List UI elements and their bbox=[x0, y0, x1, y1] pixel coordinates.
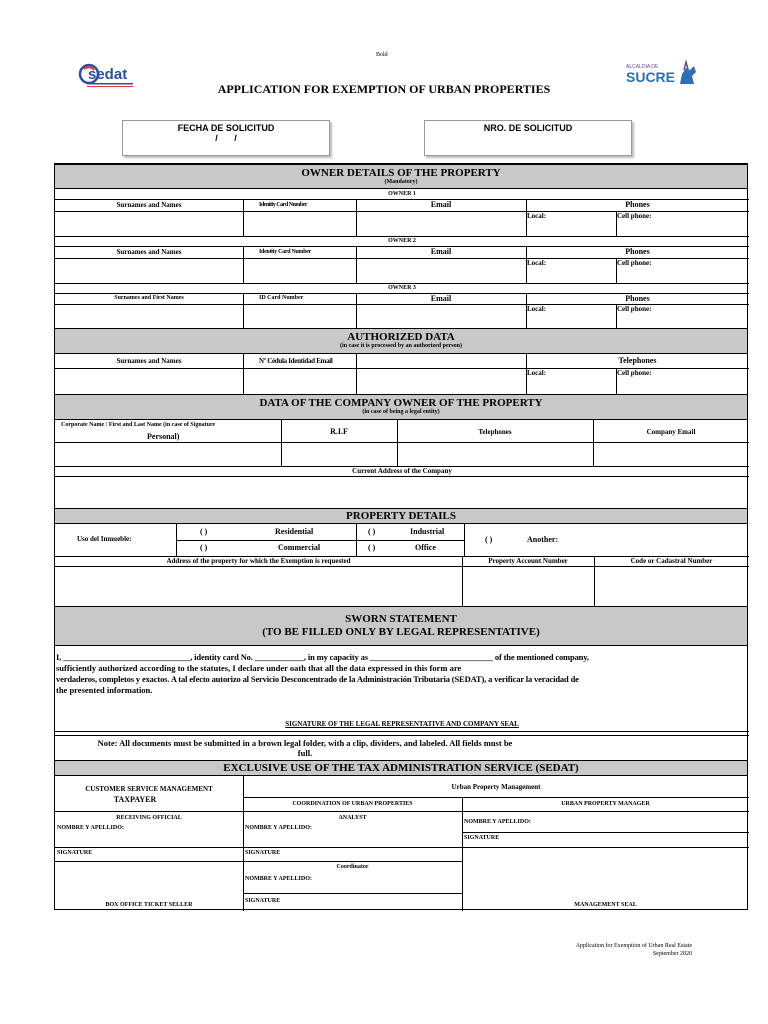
commercial-checkbox[interactable]: ( ) bbox=[200, 543, 208, 552]
exclusive-section-title: EXCLUSIVE USE OF THE TAX ADMINISTRATION SERVICE (SEDAT) bbox=[223, 762, 579, 774]
owner-3-surnames-header: Surnames and First Names bbox=[114, 295, 184, 301]
owner-3-email-header: Email bbox=[430, 294, 452, 303]
footer-line-1: Application for Exemption of Urban Real Estate bbox=[575, 943, 692, 949]
company-rif-header: R.I.F bbox=[330, 427, 348, 436]
company-rif-field[interactable] bbox=[282, 443, 397, 465]
owner-2-phones-header: Phones bbox=[625, 247, 650, 256]
company-address-header: Current Address of the Company bbox=[352, 467, 452, 475]
another-label: Another: bbox=[527, 535, 559, 544]
owner-1-cell-label: Cell phone: bbox=[617, 212, 652, 220]
request-number-box[interactable] bbox=[424, 120, 632, 156]
owner-1-id-field[interactable] bbox=[244, 212, 356, 235]
property-account-header: Property Account Number bbox=[488, 557, 568, 565]
company-section-header bbox=[55, 394, 747, 420]
sworn-line-4: the presented information. bbox=[56, 685, 153, 695]
owner-3-cell-label: Cell phone: bbox=[617, 305, 652, 313]
authorized-id-email-header: Nº Cédula Identidad Email bbox=[259, 357, 333, 365]
authorized-telephones-header: Telephones bbox=[618, 356, 657, 365]
owner-2-name-field[interactable] bbox=[55, 259, 243, 282]
request-date-label: FECHA DE SOLICITUD bbox=[177, 123, 275, 133]
owner-1-label: OWNER 1 bbox=[388, 191, 416, 197]
owner-2-email-field[interactable] bbox=[357, 259, 526, 282]
owner-2-email-header: Email bbox=[430, 247, 452, 256]
note-line-2: full. bbox=[297, 748, 313, 758]
owner-2-id-field[interactable] bbox=[244, 259, 356, 282]
request-number-label: NRO. DE SOLICITUD bbox=[483, 123, 573, 133]
footer-line-2: September 2020 bbox=[652, 951, 692, 957]
property-address-header: Address of the property for which the Exemption is requested bbox=[166, 557, 351, 565]
customer-service-label: CUSTOMER SERVICE MANAGEMENT bbox=[85, 785, 213, 793]
another-checkbox[interactable]: ( ) bbox=[485, 535, 493, 544]
urban-mgmt-label: Urban Property Management bbox=[451, 783, 541, 791]
sworn-line-1: I, _______________________________, identity card No. ____________, in my capacity as ______________________________ of the mentioned company, bbox=[56, 652, 589, 662]
legal-rep-signature-field[interactable] bbox=[205, 694, 599, 719]
company-section-title: DATA OF THE COMPANY OWNER OF THE PROPERTY bbox=[259, 397, 543, 409]
authorized-section-subtitle: (in case it is processed by an authorized person) bbox=[340, 343, 462, 349]
svg-text:ALCALDIA DE: ALCALDIA DE bbox=[626, 64, 659, 70]
authorized-cell-label: Cell phone: bbox=[617, 369, 652, 377]
company-corp-name-header: Corporate Name / First and Last Name (in case of Signature bbox=[61, 422, 216, 428]
receiving-signature-label: SIGNATURE bbox=[57, 850, 93, 856]
owner-2-surnames-header: Surnames and Names bbox=[116, 248, 182, 256]
taxpayer-label: TAXPAYER bbox=[113, 795, 157, 804]
sworn-subtitle: (TO BE FILLED ONLY BY LEGAL REPRESENTATIVE) bbox=[262, 626, 540, 638]
office-checkbox[interactable]: ( ) bbox=[368, 543, 376, 552]
authorized-email-field[interactable] bbox=[357, 369, 526, 393]
authorized-section-title: AUTHORIZED DATA bbox=[347, 331, 455, 343]
industrial-label: Industrial bbox=[410, 527, 445, 536]
owner-3-phones-header: Phones bbox=[625, 294, 650, 303]
owner-1-name-field[interactable] bbox=[55, 212, 243, 235]
manager-nombre-label: NOMBRE Y APELLIDO: bbox=[464, 819, 531, 825]
coordinator-label: Coordinator bbox=[336, 864, 369, 870]
authorized-id-field[interactable] bbox=[244, 369, 356, 393]
owner-3-id-field[interactable] bbox=[244, 305, 356, 328]
company-email-header: Company Email bbox=[646, 428, 696, 436]
owner-2-id-header: Identity Card Number bbox=[259, 249, 311, 255]
analyst-nombre-label: NOMBRE Y APELLIDO: bbox=[245, 825, 312, 831]
company-telephones-field[interactable] bbox=[398, 443, 593, 465]
submission-note bbox=[65, 738, 545, 758]
company-email-field[interactable] bbox=[594, 443, 749, 465]
sworn-line-2: sufficiently authorized according to the statutes, I declare under oath that all the data expressed in this form are bbox=[56, 663, 462, 673]
authorized-name-field[interactable] bbox=[55, 369, 243, 393]
owner-section-title: OWNER DETAILS OF THE PROPERTY bbox=[301, 167, 501, 179]
residential-checkbox[interactable]: ( ) bbox=[200, 527, 208, 536]
manager-signature-label: SIGNATURE bbox=[464, 835, 500, 841]
owner-1-email-field[interactable] bbox=[357, 212, 526, 235]
owner-3-label: OWNER 3 bbox=[388, 285, 416, 291]
residential-label: Residential bbox=[275, 527, 314, 536]
coordination-label: COORDINATION OF URBAN PROPERTIES bbox=[292, 801, 413, 807]
property-cadastral-field[interactable] bbox=[595, 567, 749, 605]
owner-3-local-label: Local: bbox=[527, 305, 547, 313]
property-use-label: Uso del Inmueble: bbox=[77, 535, 132, 543]
owner-1-surnames-header: Surnames and Names bbox=[116, 201, 182, 209]
owner-3-id-header: ID Card Number bbox=[259, 295, 304, 301]
bold-mark: Bold bbox=[376, 52, 388, 58]
owner-2-local-label: Local: bbox=[527, 259, 547, 267]
property-account-field[interactable] bbox=[463, 567, 594, 605]
owner-1-phones-header: Phones bbox=[625, 200, 650, 209]
sworn-line-3: verdaderos, completos y exactos. A tal efecto autorizo al Servicio Desconcentrado de la Administración Tributaria (SEDAT), a verificar la veracidad de bbox=[56, 674, 579, 684]
property-cadastral-header: Code or Cadastral Number bbox=[630, 557, 713, 565]
page-footer bbox=[542, 942, 692, 958]
coordinator-signature-label: SIGNATURE bbox=[245, 898, 281, 904]
company-name-field[interactable] bbox=[55, 443, 281, 465]
box-office-label: BOX OFFICE TICKET SELLER bbox=[105, 902, 193, 908]
authorized-local-label: Local: bbox=[527, 369, 547, 377]
company-address-field[interactable] bbox=[55, 477, 749, 507]
request-date-box[interactable] bbox=[122, 120, 330, 156]
owner-section-header bbox=[55, 164, 747, 189]
exclusive-section-header bbox=[55, 760, 747, 776]
analyst-label: ANALYST bbox=[338, 815, 367, 821]
owner-3-name-field[interactable] bbox=[55, 305, 243, 328]
sworn-title: SWORN STATEMENT bbox=[345, 613, 457, 625]
note-line-1: Note: All documents must be submitted in a brown legal folder, with a clip, dividers, and labeled. All fields must be bbox=[97, 738, 513, 748]
request-date-value: / / bbox=[215, 133, 237, 143]
sworn-section-header bbox=[55, 606, 747, 646]
authorized-surnames-header: Surnames and Names bbox=[116, 357, 182, 365]
owner-2-label: OWNER 2 bbox=[388, 238, 416, 244]
legal-rep-signature-label: SIGNATURE OF THE LEGAL REPRESENTATIVE AND COMPANY SEAL bbox=[285, 720, 519, 728]
application-form bbox=[54, 163, 748, 910]
property-section-header bbox=[55, 508, 747, 524]
sworn-declaration bbox=[55, 652, 747, 696]
industrial-checkbox[interactable]: ( ) bbox=[368, 527, 376, 536]
owner-1-email-header: Email bbox=[430, 200, 452, 209]
page-title: APPLICATION FOR EXEMPTION OF URBAN PROPERTIES bbox=[217, 82, 551, 96]
svg-text:SUCRE: SUCRE bbox=[626, 69, 676, 85]
company-section-subtitle: (in case of being a legal entity) bbox=[362, 409, 440, 415]
owner-1-local-label: Local: bbox=[527, 212, 547, 220]
owner-1-id-header: Identity Card Number bbox=[259, 202, 307, 208]
property-section-title: PROPERTY DETAILS bbox=[346, 510, 456, 522]
company-telephones-header: Telephones bbox=[478, 428, 512, 436]
authorized-section-header bbox=[55, 328, 747, 354]
office-label: Office bbox=[415, 543, 436, 552]
urban-manager-label: URBAN PROPERTY MANAGER bbox=[561, 801, 650, 807]
coordinator-nombre-label: NOMBRE Y APELLIDO: bbox=[245, 876, 312, 882]
property-address-field[interactable] bbox=[55, 567, 462, 605]
owner-2-cell-label: Cell phone: bbox=[617, 259, 652, 267]
analyst-signature-label: SIGNATURE bbox=[245, 850, 281, 856]
owner-3-email-field[interactable] bbox=[357, 305, 526, 328]
company-corp-name-header-2: Personal) bbox=[147, 432, 180, 441]
owner-section-subtitle: (Mandatory) bbox=[384, 179, 418, 185]
receiving-official-label: RECEIVING OFFICIAL bbox=[116, 815, 182, 821]
management-seal-label: MANAGEMENT SEAL bbox=[574, 902, 637, 908]
receiving-nombre-label: NOMBRE Y APELLIDO: bbox=[57, 825, 124, 831]
svg-text:sedat: sedat bbox=[88, 66, 128, 83]
commercial-label: Commercial bbox=[278, 543, 321, 552]
